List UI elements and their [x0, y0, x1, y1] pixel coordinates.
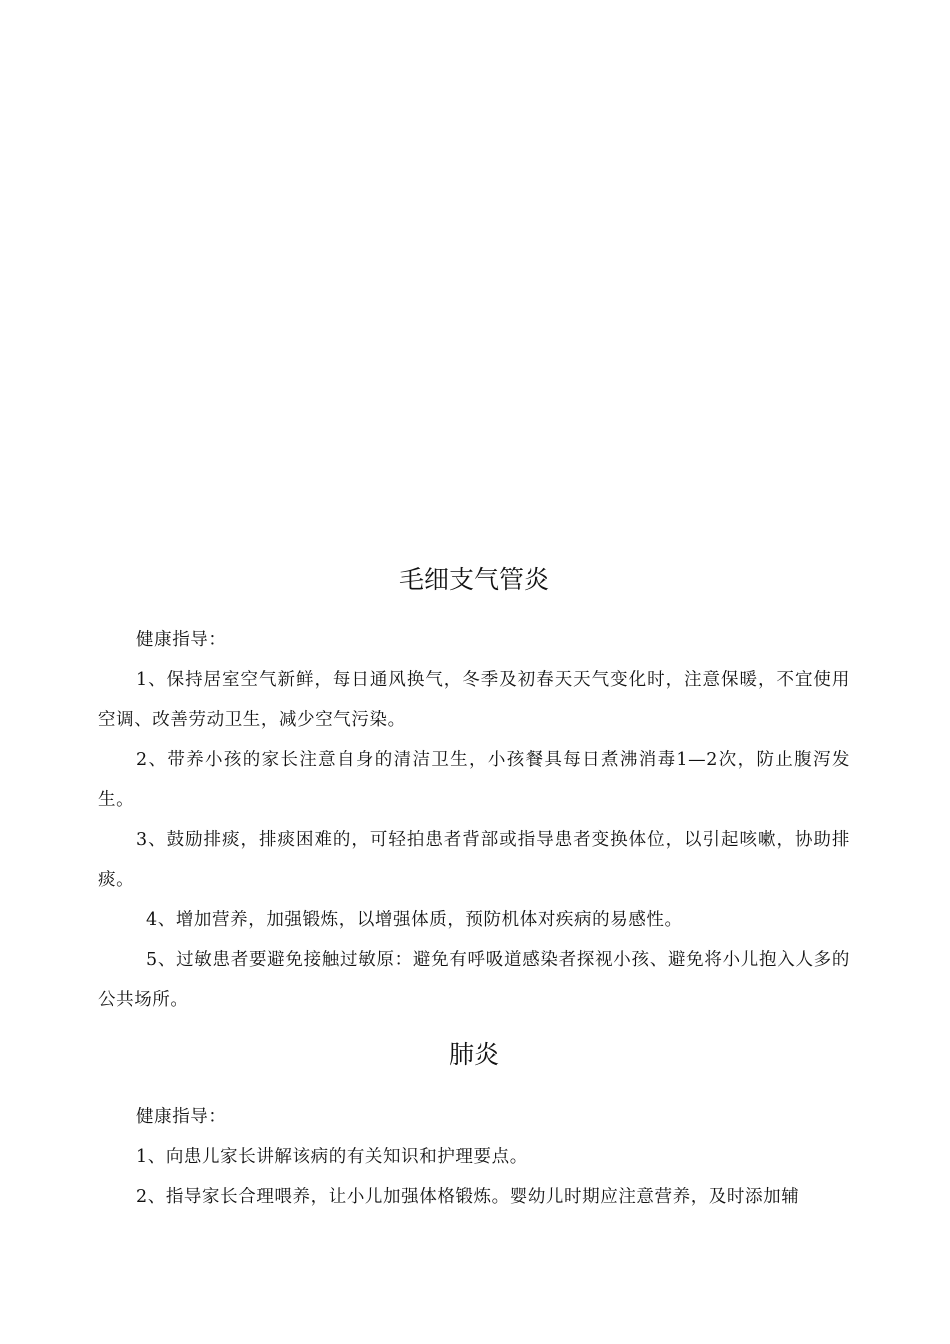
- guidance-item: 1、保持居室空气新鲜，每日通风换气，冬季及初春天天气变化时，注意保暖，不宜使用空调、改善劳动卫生，减少空气污染。: [98, 670, 850, 730]
- section-pneumonia: [98, 1035, 850, 1217]
- section-heading: 健康指导：: [136, 630, 227, 650]
- section-title: 毛细支气管炎: [398, 565, 549, 594]
- section-heading: 健康指导：: [136, 1107, 227, 1127]
- guidance-item: 5、过敏患者要避免接触过敏原：避免有呼吸道感染者探视小孩、避免将小儿抱入人多的公共场所。: [98, 950, 850, 1010]
- guidance-item: 2、带养小孩的家长注意自身的清洁卫生，小孩餐具每日煮沸消毒1—2次，防止腹泻发生。: [98, 750, 850, 810]
- section-title: 肺炎: [448, 1040, 499, 1069]
- guidance-item: 1、向患儿家长讲解该病的有关知识和护理要点。: [136, 1147, 528, 1167]
- guidance-item: 3、鼓励排痰，排痰困难的，可轻拍患者背部或指导患者变换体位，以引起咳嗽，协助排痰。: [98, 830, 850, 890]
- section-bronchiolitis: [98, 560, 850, 1020]
- guidance-item: 4、增加营养，加强锻炼，以增强体质，预防机体对疾病的易感性。: [146, 910, 683, 930]
- guidance-item: 2、指导家长合理喂养，让小儿加强体格锻炼。婴幼儿时期应注意营养，及时添加辅: [136, 1187, 800, 1207]
